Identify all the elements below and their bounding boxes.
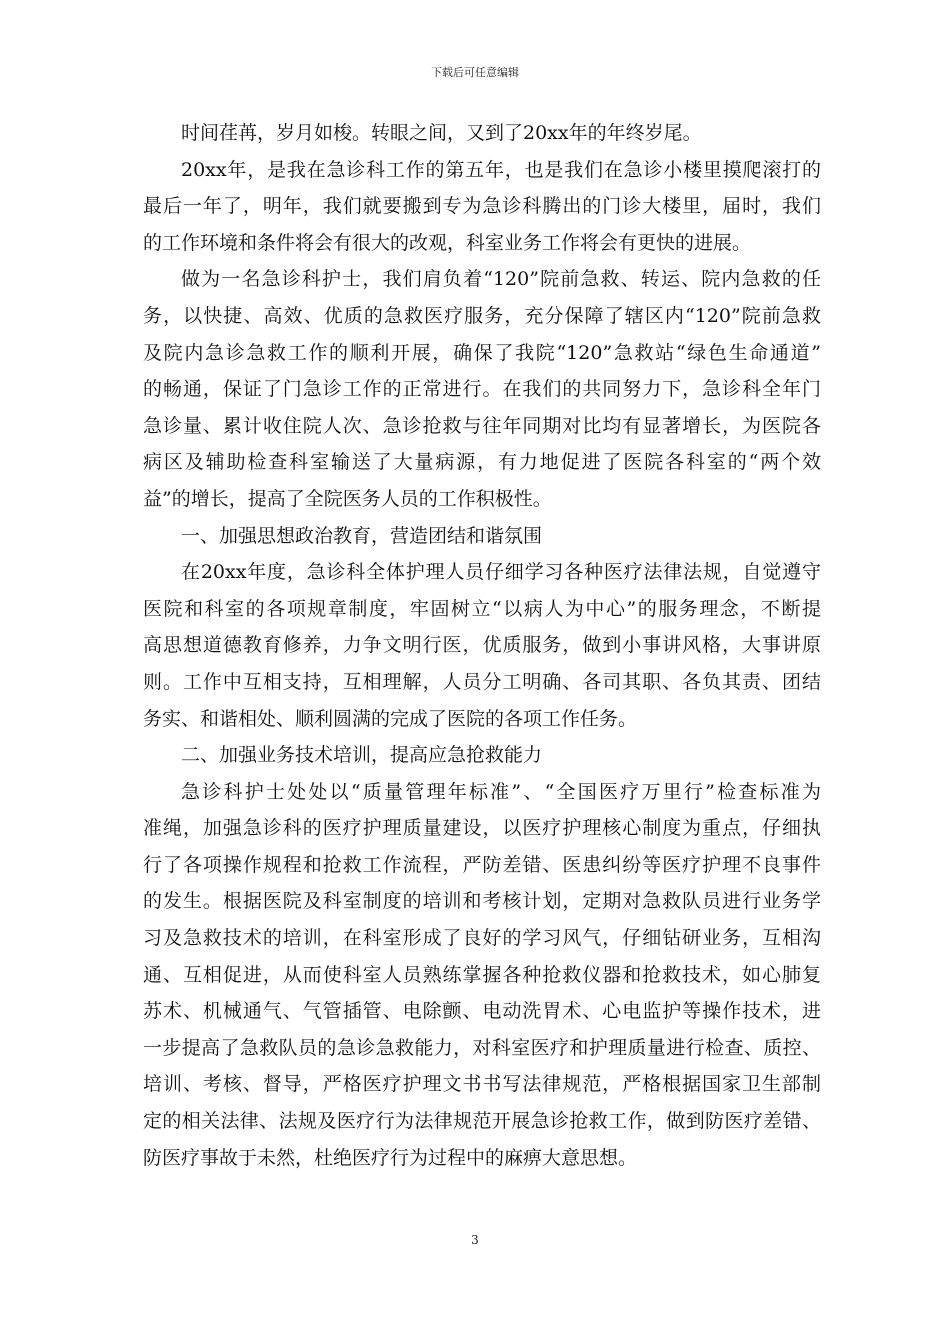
text-line: 病区及辅助检查科室输送了大量病源，有力地促进了医院各科室的“两个效: [143, 451, 821, 474]
text-line: 准绳，加强急诊科的医疗护理质量建设，以医疗护理核心制度为重点，仔细执: [143, 817, 821, 840]
text-line: 苏术、机械通气、气管插管、电除颤、电动洗胃术、心电监护等操作技术，进: [143, 1000, 821, 1023]
text-line: 医院和科室的各项规章制度，牢固树立“以病人为中心”的服务理念，不断提: [143, 597, 821, 620]
page-number: 3: [471, 1233, 479, 1247]
text-line: 培训、考核、督导，严格医疗护理文书书写法律规范，严格根据国家卫生部制: [143, 1073, 821, 1096]
text-line: 急诊量、累计收住院人次、急诊抢救与往年同期对比均有显著增长，为医院各: [143, 414, 821, 437]
text-line: 时间荏苒，岁月如梭。转眼之间，又到了20xx年的年终岁尾。: [181, 122, 702, 144]
text-line: 防医疗事故于未然，杜绝医疗行为过程中的麻痹大意思想。: [143, 1146, 638, 1169]
text-line: 一、加强思想政治教育，营造团结和谐氛围: [181, 524, 543, 547]
text-line: 的发生。根据医院及科室制度的培训和考核计划，定期对急救队员进行业务学: [143, 890, 821, 913]
text-line: 一步提高了急救队员的急诊急救能力，对科室医疗和护理质量进行检查、质控、: [143, 1036, 821, 1059]
text-line: 行了各项操作规程和抢救工作流程，严防差错、医患纠纷等医疗护理不良事件: [143, 853, 821, 876]
text-line: 务，以快捷、高效、优质的急救医疗服务，充分保障了辖区内“120”院前急救: [143, 304, 821, 327]
text-line: 在20xx年度，急诊科全体护理人员仔细学习各种医疗法律法规，自觉遵守: [181, 561, 821, 584]
text-line: 益”的增长，提高了全院医务人员的工作积极性。: [143, 487, 552, 510]
text-line: 定的相关法律、法规及医疗行为法律规范开展急诊抢救工作，做到防医疗差错、: [143, 1110, 821, 1133]
text-line: 的畅通，保证了门急诊工作的正常进行。在我们的共同努力下，急诊科全年门: [143, 378, 821, 401]
text-line: 最后一年了，明年，我们就要搬到专为急诊科腾出的门诊大楼里，届时，我们: [143, 195, 821, 218]
text-line: 20xx年，是我在急诊科工作的第五年，也是我们在急诊小楼里摸爬滚打的: [181, 158, 821, 181]
text-line: 务实、和谐相处、顺利圆满的完成了医院的各项工作任务。: [143, 707, 638, 730]
text-line: 则。工作中互相支持，互相理解，人员分工明确、各司其职、各负其责、团结: [143, 670, 821, 693]
text-line: 的工作环境和条件将会有很大的改观，科室业务工作将会有更快的进展。: [143, 231, 752, 254]
text-line: 通、互相促进，从而使科室人员熟练掌握各种抢救仪器和抢救技术，如心肺复: [143, 963, 821, 986]
text-line: 做为一名急诊科护士，我们肩负着“120”院前急救、转运、院内急救的任: [181, 268, 821, 291]
text-line: 二、加强业务技术培训，提高应急抢救能力: [181, 744, 543, 767]
text-line: 习及急救技术的培训，在科室形成了良好的学习风气，仔细钻研业务，互相沟: [143, 927, 821, 950]
document-body: [143, 115, 821, 1176]
page-header: 下载后可任意编辑: [431, 66, 519, 79]
text-line: 急诊科护士处处以“质量管理年标准”、“全国医疗万里行”检查标准为: [181, 780, 821, 803]
text-line: 及院内急诊急救工作的顺利开展，确保了我院“120”急救站“绿色生命通道”: [143, 341, 821, 364]
text-line: 高思想道德教育修养，力争文明行医，优质服务，做到小事讲风格，大事讲原: [143, 634, 821, 657]
